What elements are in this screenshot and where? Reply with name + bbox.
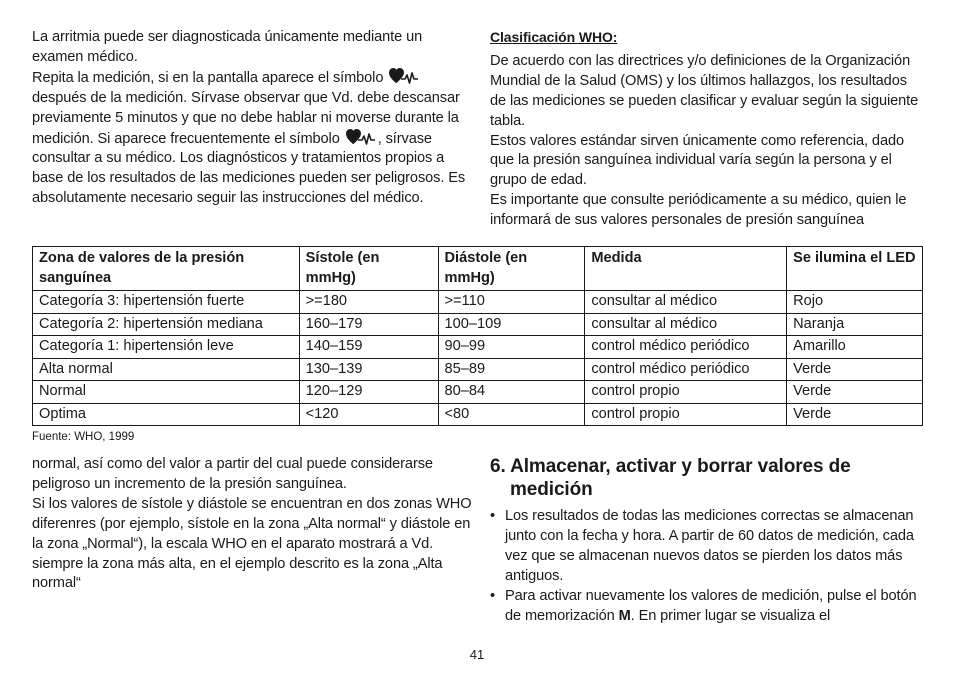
who-paragraph-3: Es importante que consulte periódicamente a su médico, quien le informará de sus valores personales de presión sanguínea — [490, 192, 907, 229]
cell-led: Verde — [787, 403, 923, 426]
cell-systole: 160–179 — [299, 313, 438, 336]
right-column-top — [490, 28, 920, 231]
table-row — [33, 291, 923, 314]
left-column-bottom — [32, 455, 472, 594]
cell-systole: 140–159 — [299, 336, 438, 359]
table-row — [33, 313, 923, 336]
header-led: Se ilumina el LED — [787, 247, 923, 291]
header-systole: Sístole (en mmHg) — [299, 247, 438, 291]
cell-measure: consultar al médico — [585, 313, 787, 336]
cell-diastole: >=110 — [438, 291, 585, 314]
cell-systole: 130–139 — [299, 358, 438, 381]
table-row — [33, 381, 923, 404]
table-row — [33, 336, 923, 359]
cell-zone: Optima — [33, 403, 300, 426]
table-source-note: Fuente: WHO, 1999 — [32, 431, 135, 443]
cell-diastole: 85–89 — [438, 358, 585, 381]
continuation-paragraph: normal, así como del valor a partir del cual puede considerarse peligroso un incremento de la presión sanguínea. — [32, 456, 433, 492]
page-number: 41 — [469, 647, 485, 662]
cell-led: Verde — [787, 358, 923, 381]
cell-zone: Normal — [33, 381, 300, 404]
heart-pulse-icon — [346, 129, 376, 146]
section-heading: 6. Almacenar, activar y borrar valores de medición — [490, 456, 851, 500]
cell-diastole: 90–99 — [438, 336, 585, 359]
left-column-top — [32, 28, 472, 209]
cell-diastole: 100–109 — [438, 313, 585, 336]
table-header-row — [33, 247, 923, 291]
list-item: • Para activar nuevamente los valores de medición, pulse el botón de memorización M. En primer lugar se visualiza el — [490, 587, 920, 627]
cell-systole: <120 — [299, 403, 438, 426]
heart-pulse-icon — [389, 68, 419, 85]
cell-diastole: 80–84 — [438, 381, 585, 404]
who-paragraph-2: Estos valores estándar sirven únicamente como referencia, dado que la presión sanguínea individual varía según la persona y el grupo de edad. — [490, 132, 904, 189]
list-item: • Los resultados de todas las mediciones correctas se almacenan junto con la fecha y hora. A partir de 60 datos de medición, cada vez que se almacenan nuevos datos se pierden los datos más antiguos. — [490, 507, 920, 587]
cell-measure: control médico periódico — [585, 358, 787, 381]
cell-led: Rojo — [787, 291, 923, 314]
cell-led: Verde — [787, 381, 923, 404]
table-row — [33, 358, 923, 381]
header-measure: Medida — [585, 247, 787, 291]
cell-measure: control propio — [585, 381, 787, 404]
right-column-bottom — [490, 455, 920, 626]
cell-diastole: <80 — [438, 403, 585, 426]
bullet-list — [490, 507, 920, 626]
memory-key-label: M — [618, 607, 631, 624]
header-diastole: Diástole (en mmHg) — [438, 247, 585, 291]
cell-systole: 120–129 — [299, 381, 438, 404]
who-classification-table — [32, 246, 923, 426]
cell-zone: Categoría 2: hipertensión mediana — [33, 313, 300, 336]
header-zone: Zona de valores de la presión sanguínea — [33, 247, 300, 291]
arrhythmia-paragraph: La arritmia puede ser diagnosticada únicamente mediante un examen médico. — [32, 29, 423, 65]
cell-zone: Alta normal — [33, 358, 300, 381]
cell-led: Amarillo — [787, 336, 923, 359]
cell-zone: Categoría 1: hipertensión leve — [33, 336, 300, 359]
cell-zone: Categoría 3: hipertensión fuerte — [33, 291, 300, 314]
repeat-measurement-paragraph: Repita la medición, si en la pantalla aparece el símbolo después de la medición. Sírvase observar que Vd. debe descansar previamente 5 minutos y que no debe hablar ni moverse durante la medición. Si aparece frecuentemente el símbolo , sírvase consultar a su médico. Los diagnósticos y tratamientos propios a base de los resultados de las mediciones pueden ser peligrosos. Es absolutamente necesario seguir las instrucciones del médico. — [32, 69, 466, 207]
cell-led: Naranja — [787, 313, 923, 336]
cell-systole: >=180 — [299, 291, 438, 314]
cell-measure: control médico periódico — [585, 336, 787, 359]
who-zones-paragraph: Si los valores de sístole y diástole se encuentran en dos zonas WHO diferenres (por ejemplo, sístole en la zona „Alta normal“ y diástole en la zona „Normal“), la escala WHO en el aparato mostrará a Vd. siempre la zona más alta, en el ejemplo descrito es la zona „Alta normal“ — [32, 495, 472, 592]
table-row — [33, 403, 923, 426]
who-classification-heading: Clasificación WHO: — [490, 29, 618, 45]
who-paragraph-1: De acuerdo con las directrices y/o definiciones de la Organización Mundial de la Salud (OMS) y los últimos hallazgos, los resultados de las mediciones se pueden clasificar y evaluar según la siguiente tabla. — [490, 52, 919, 129]
cell-measure: control propio — [585, 403, 787, 426]
cell-measure: consultar al médico — [585, 291, 787, 314]
